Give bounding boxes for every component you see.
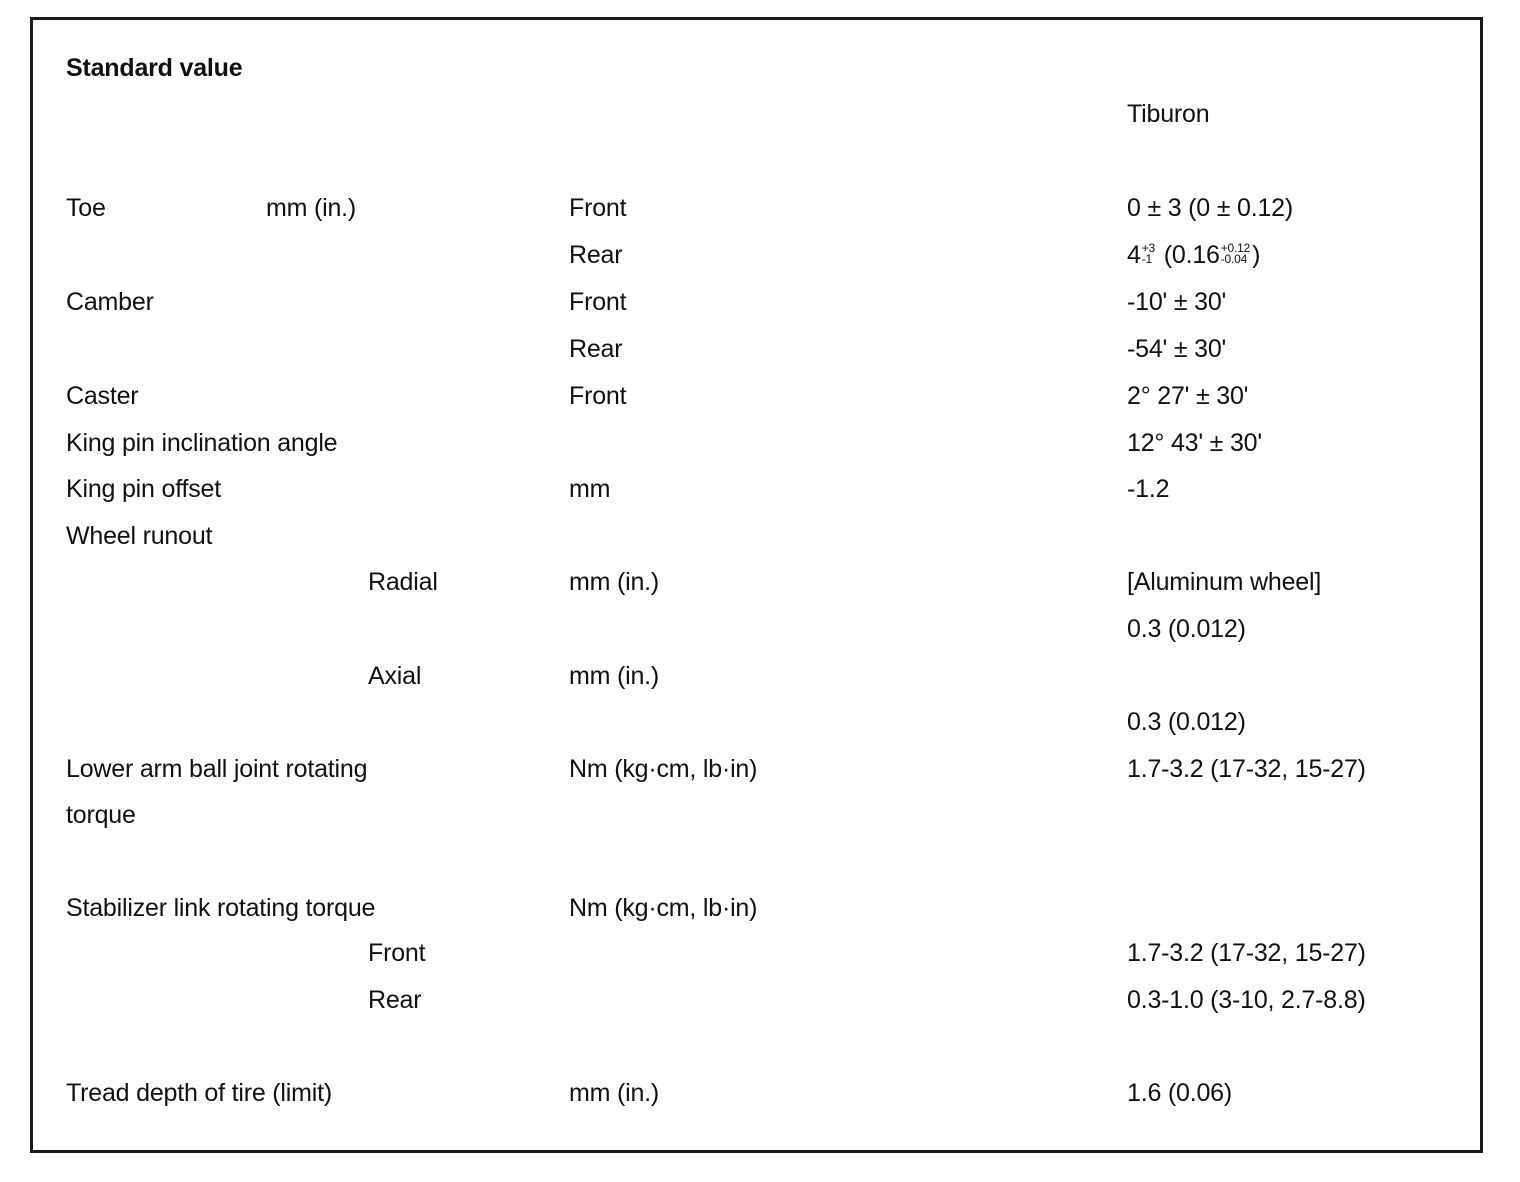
radial-unit: mm (in.) bbox=[569, 568, 660, 596]
stabilizer-rear-value: 0.3-1.0 (3-10, 2.7-8.8) bbox=[1127, 986, 1366, 1014]
stabilizer-rear-label: Rear bbox=[368, 986, 422, 1014]
toe-front-position: Front bbox=[569, 194, 627, 222]
section-title: Standard value bbox=[66, 54, 243, 82]
camber-rear-position: Rear bbox=[569, 335, 623, 363]
tread-depth-value: 1.6 (0.06) bbox=[1127, 1079, 1233, 1107]
camber-label: Camber bbox=[66, 288, 154, 316]
toe-rear-value bbox=[1127, 240, 1260, 270]
lower-arm-unit: Nm (kg·cm, lb·in) bbox=[569, 755, 758, 783]
kingpin-inclination-label: King pin inclination angle bbox=[66, 429, 338, 457]
stabilizer-front-label: Front bbox=[368, 939, 426, 967]
column-header-tiburon: Tiburon bbox=[1127, 100, 1210, 128]
caster-value: 2° 27' ± 30' bbox=[1127, 382, 1249, 410]
toe-rear-position: Rear bbox=[569, 241, 623, 269]
camber-front-position: Front bbox=[569, 288, 627, 316]
tread-depth-unit: mm (in.) bbox=[569, 1079, 660, 1107]
radial-label: Radial bbox=[368, 568, 438, 596]
camber-rear-value: -54' ± 30' bbox=[1127, 335, 1227, 363]
toe-rear-close: ) bbox=[1252, 241, 1261, 269]
toe-unit: mm (in.) bbox=[266, 194, 357, 222]
stabilizer-unit: Nm (kg·cm, lb·in) bbox=[569, 894, 758, 922]
caster-label: Caster bbox=[66, 382, 139, 410]
axial-value: 0.3 (0.012) bbox=[1127, 708, 1246, 736]
caster-position: Front bbox=[569, 382, 627, 410]
radial-value-wheel-type: [Aluminum wheel] bbox=[1127, 568, 1322, 596]
toe-rear-tolerance-mm: +3 -1 bbox=[1141, 241, 1156, 267]
stabilizer-front-value: 1.7-3.2 (17-32, 15-27) bbox=[1127, 939, 1366, 967]
axial-unit: mm (in.) bbox=[569, 662, 660, 690]
lower-arm-label-cont: torque bbox=[66, 801, 136, 829]
lower-arm-value: 1.7-3.2 (17-32, 15-27) bbox=[1127, 755, 1366, 783]
toe-rear-open: (0.16 bbox=[1157, 241, 1220, 269]
toe-rear-tolerance-in: +0.12 -0.04 bbox=[1220, 241, 1251, 267]
axial-label: Axial bbox=[368, 662, 422, 690]
radial-value: 0.3 (0.012) bbox=[1127, 615, 1246, 643]
toe-rear-base: 4 bbox=[1127, 241, 1141, 269]
kingpin-offset-value: -1.2 bbox=[1127, 475, 1170, 503]
wheel-runout-label: Wheel runout bbox=[66, 522, 213, 550]
toe-front-value: 0 ± 3 (0 ± 0.12) bbox=[1127, 194, 1293, 222]
kingpin-offset-label: King pin offset bbox=[66, 475, 221, 503]
camber-front-value: -10' ± 30' bbox=[1127, 288, 1227, 316]
stabilizer-label: Stabilizer link rotating torque bbox=[66, 894, 376, 922]
kingpin-offset-unit: mm bbox=[569, 475, 611, 503]
toe-label: Toe bbox=[66, 194, 106, 222]
tread-depth-label: Tread depth of tire (limit) bbox=[66, 1079, 332, 1107]
kingpin-inclination-value: 12° 43' ± 30' bbox=[1127, 429, 1262, 457]
lower-arm-label: Lower arm ball joint rotating bbox=[66, 755, 368, 783]
